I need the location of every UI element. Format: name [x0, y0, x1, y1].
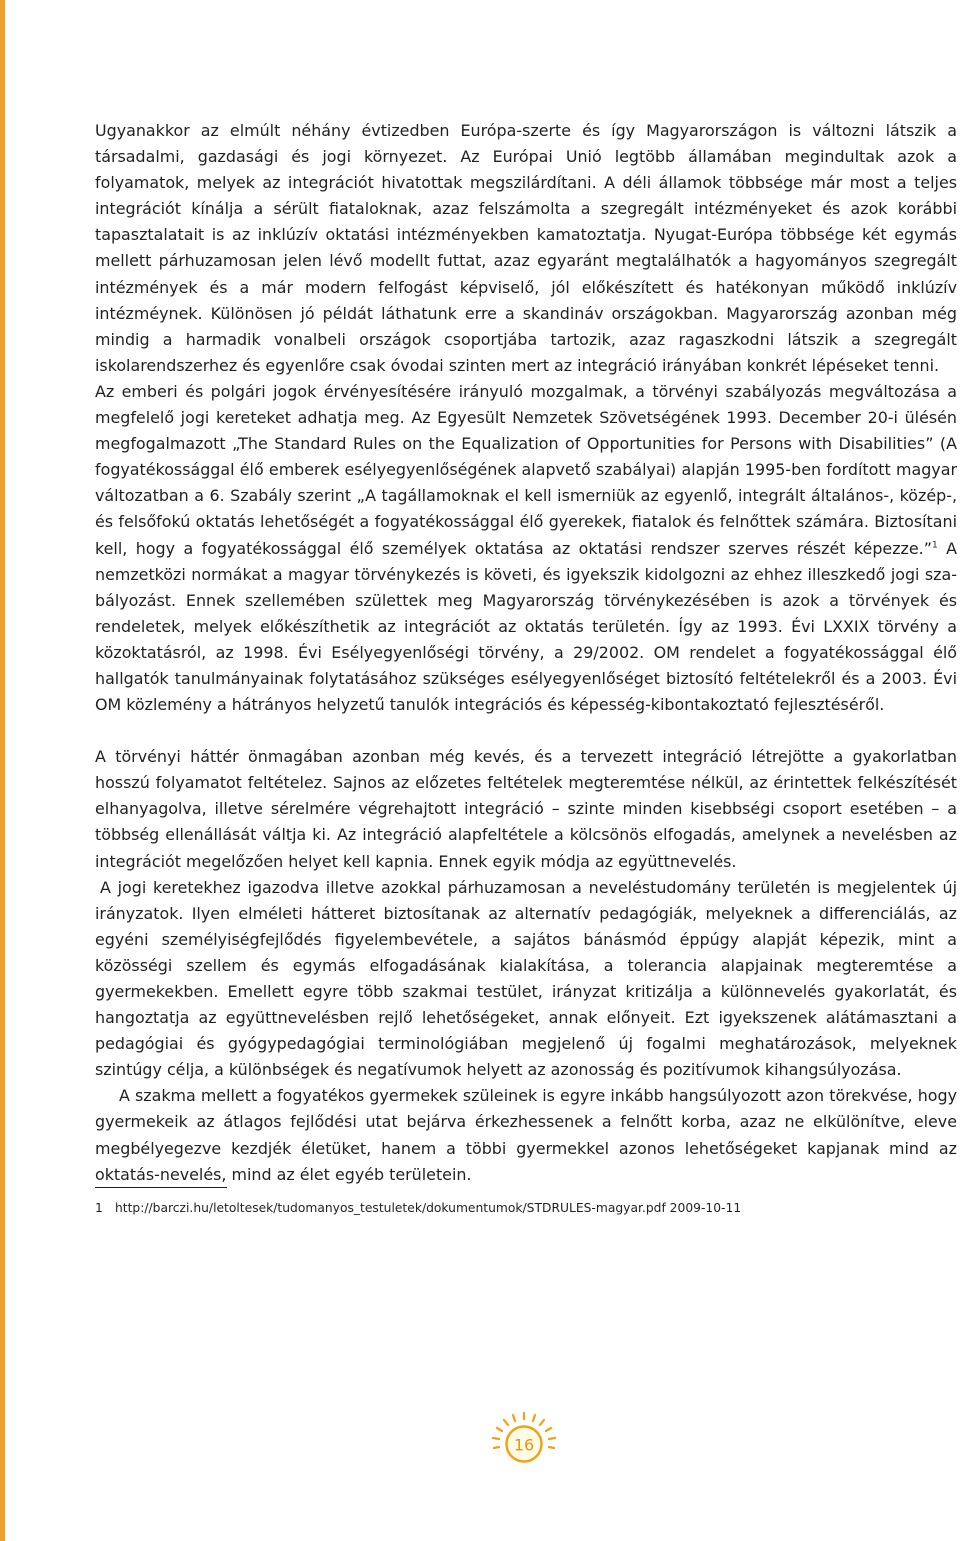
page-number: 16 [513, 1435, 535, 1455]
paragraph-new-trends: A jogi keretekhez igazodva illetve azokkal párhuzamosan a neveléstudomány területén is megjelentek új irányzatok. Ilyen elméleti hátteret biztosítanak az alternatív pedagógiák, melyeknek a differenciálás, az egyéni személyiségfejlődés figyelembevétele, a sajátos bánásmód éppúgy alapját képezik, mint a közösségi szellem és egymás elfogadásának kialakítása, a tolerancia alapjainak megteremtése a gyermekekben. Emellett egyre több szakmai testület, irányzat kritizálja a különnevelés gyakorlatát, és hangoztatja az együttnevelésben rejlő lehetőségeket, annak előnyeit. Ezt igyekszenek alátámasztani a pedagógiai és gyógypedagógiai terminológiában megjelenő új fogalmi meghatározások, melyeknek szintúgy célja, a különbségek és negatívumok helyett az azonosság és pozitívumok kihangsúlyozása. [95, 877, 957, 1080]
page-body [95, 118, 957, 1217]
paragraph-legislation-text: A nemzetközi normákat a magyar törvénykezés is követi, és igyekszik kidolgozni az ehhez illeszkedő jogi szabályozást. Ennek szellemében születtek meg Magyarország törvénykezésében is azok a törvények és rendeletek, melyek előkészíthetik az integrációt az oktatás területén. Így az 1993. Évi LXXIX törvény a közoktatásról, az 1998. Évi Esélyegyenlőségi törvény, a 29/2002. OM rendelet a fogyatékossággal élő hallgatók tanulmányainak folytatásához szükséges esélyegyenlőséget biztosító feltételekről és a 2003. Évi OM közlemény a hátrányos helyzetű tanulók integrációs és képesség-kibontakoztató fejlesztéséről. [95, 538, 957, 715]
footnote [95, 1199, 957, 1217]
footnote-url[interactable]: http://barczi.hu/letoltesek/tudomanyos_testuletek/dokumentumok/STDRULES-magyar.pdf 2009-10-11 [115, 1200, 742, 1215]
footnote-number: 1 [95, 1200, 103, 1215]
paragraph-eu-integration: Ugyanakkor az elmúlt néhány évtizedben Európa-szerte és így Magyarországon is változni látszik a társadalmi, gazdasági és jogi környezet. Az Európai Unió legtöbb államában megindultak azok a folyamatok, melyek az integrációt hivatottak megszilárdítani. A déli államok többsége már most a teljes integrációt kínálja a sérült fiataloknak, azaz felszámolta a szegregált intézményeket és azok korábbi tapasztalatait is az inklúzív oktatási intézményekben kamatoztatja. Nyugat-Európa többsége két egymás mellett párhuzamosan jelen lévő modellt futtat, azaz egyaránt megtalálhatók a hagyományos szegregált intézmények és a már modern felfogást képviselő, jól előkészített és hatékonyan működő inklúzív intézméynek. Különösen jó példát láthatunk erre a skandináv országokban. Magyarország azonban még mindig a harmadik vonalbeli országok csoportjába tartozik, azaz ragaszkodni látszik a szegregált iskolarendszerhez és egyenlőre csak óvodai szinten mert az integráció irányában konkrét lépéseket tenni. [95, 121, 957, 375]
paragraph-legal-background: A törvényi háttér önmagában azonban még kevés, és a tervezett integráció létrejötte a gyakorlatban hosszú folyamatot feltételez. Sajnos az előzetes feltételek megteremtése nélkül, az érintettek felkészítését elhanyagolva, illetve sérelmére végrehajtott integráció – szinte minden kisebbségi csoport esetében – a többség ellenállását váltja ki. Az integráció alapfeltétele a kölcsönös elfogadás, amelynek a nevelésben az integrációt megelőzően helyet kell kapnia. Ennek egyik módja az együttnevelés. [95, 747, 957, 871]
paragraph-human-rights [95, 379, 957, 718]
page-edge-accent [0, 0, 5, 1541]
page-number-badge [488, 1411, 560, 1463]
paragraph-human-rights-text: Az emberi és polgári jogok érvényesítésére irányuló mozgalmak, a törvényi szabályozás megváltozása a megfelelő jogi kereteket adhatja meg. Az Egyesült Nemzetek Szövetségének 1993. December 20-i ülésén megfogalmazott „The Standard Rules on the Equalization of Opportunities for Persons with Disabilities” (A fogyatékossággal élő emberek esélyegyenlőségének alapvető szabályai) alapján 1995-ben fordított magyar változatban a 6. Szabály szerint „A tagállamoknak el kell ismerniük az egyenlő, integrált általános-, közép-, és felsőfokú oktatás lehetőségét a fogyatékossággal élő gyerekek, fiatalok és felnőttek számára. Biztosítani kell, hogy a fogyatékossággal élő személyek oktatása az oktatási rendszer szerves részét képezze.” [95, 381, 957, 558]
paragraph-parents: A szakma mellett a fogyatékos gyermekek szüleinek is egyre inkább hangsúlyozott azon törekvése, hogy gyermekeik az átlagos fejlődési utat bejárva érkezhessenek a felnőtt korba, azaz ne elkülönítve, eleve megbélyegezve kezdjék életüket, hanem a többi gyermekkel azonos lehetőségeket kapjanak mind az oktatás-nevelés, mind az élet egyéb területein. [95, 1086, 957, 1184]
footnote-reference[interactable]: 1 [931, 540, 938, 551]
sun-icon [488, 1411, 560, 1463]
